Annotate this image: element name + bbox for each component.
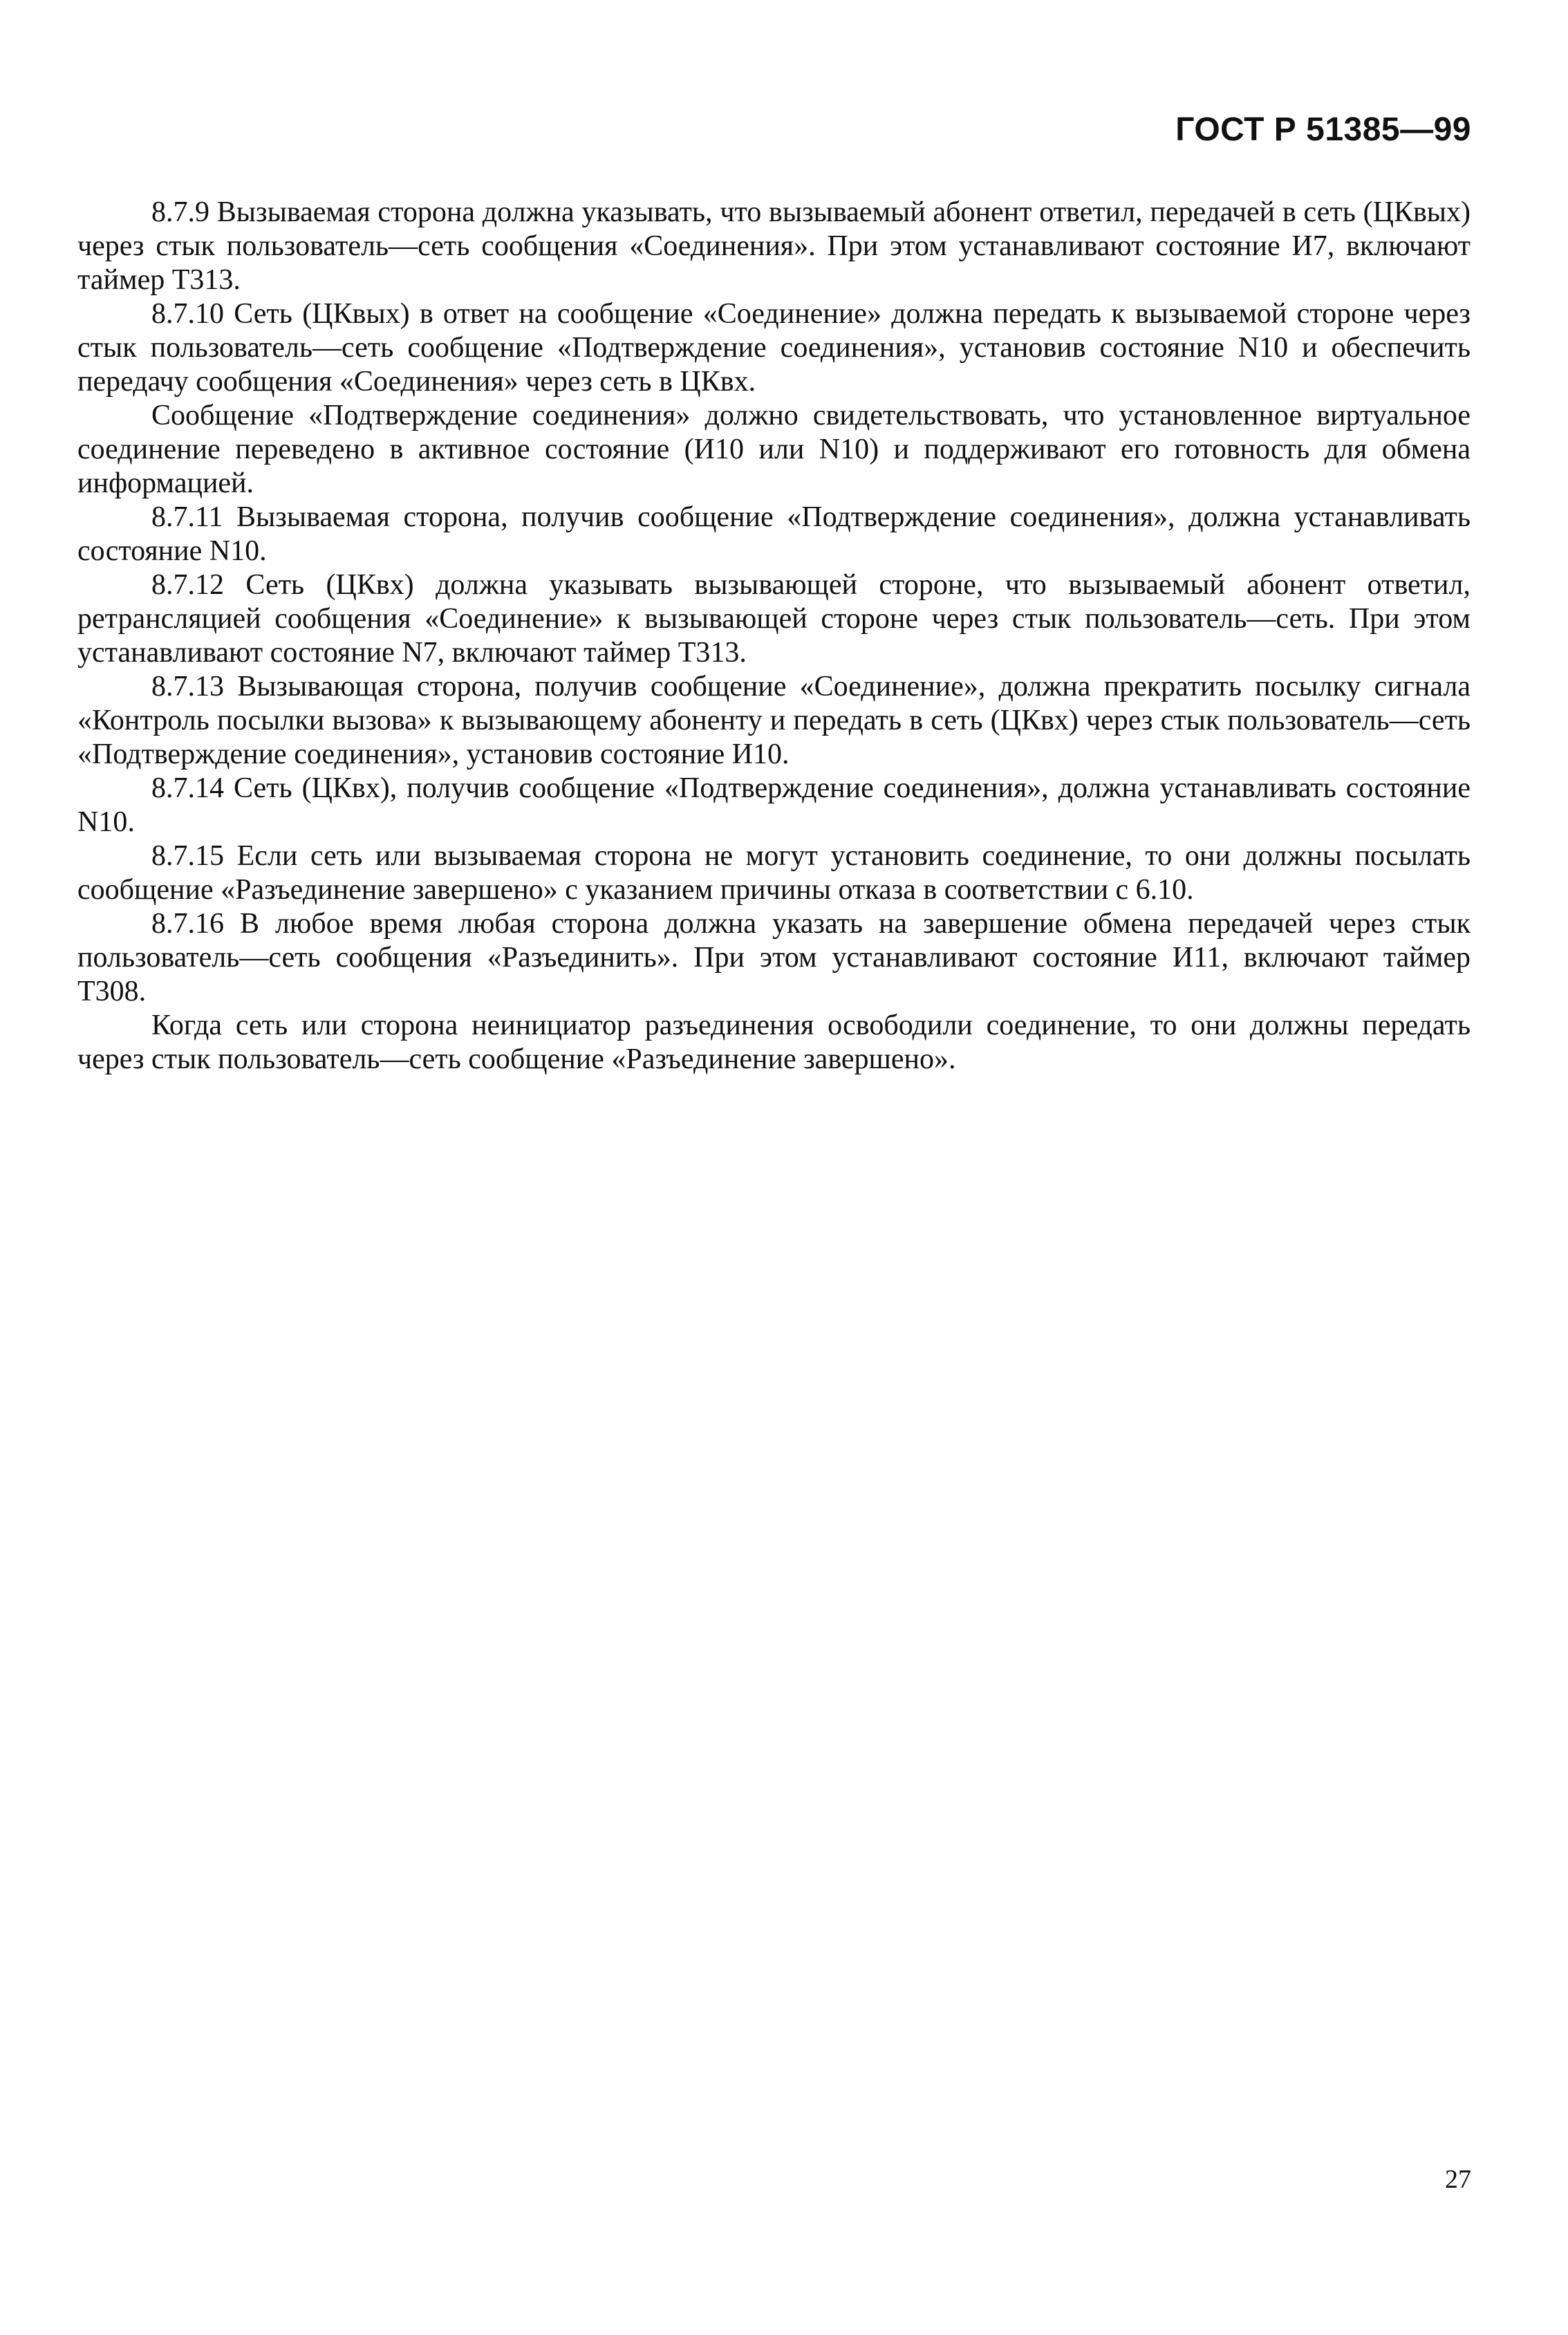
paragraph-8-7-15: 8.7.15 Если сеть или вызываемая сторона не могут установить соединение, то они должны посылать сообщение «Разъединение завершено» с указанием причины отказа в соответствии с 6.10.	[77, 840, 1471, 906]
document-code-header: ГОСТ Р 51385—99	[1175, 111, 1471, 148]
page-number: 27	[1445, 2165, 1471, 2194]
paragraph-8-7-12: 8.7.12 Сеть (ЦКвх) должна указывать вызывающей стороне, что вызываемый абонент ответил, ретрансляцией сообщения «Соединение» к вызывающей стороне через стык пользователь—сеть. При этом устанавливают состояние N7, включают таймер Т313.	[77, 569, 1471, 669]
paragraph-8-7-14: 8.7.14 Сеть (ЦКвх), получив сообщение «Подтверждение соединения», должна устанавливать состояние N10.	[77, 772, 1471, 838]
paragraph-8-7-10: 8.7.10 Сеть (ЦКвых) в ответ на сообщение «Соединение» должна передать к вызываемой стороне через стык пользователь—сеть сообщение «Подтверждение соединения», установив состояние N10 и обеспечить передачу сообщения «Соединения» через сеть в ЦКвх.	[77, 298, 1471, 398]
paragraph-8-7-16-continuation: Когда сеть или сторона неинициатор разъединения освободили соединение, то они должны передать через стык пользователь—сеть сообщение «Разъединение завершено».	[77, 1010, 1471, 1075]
body-text	[77, 196, 1471, 1077]
paragraph-8-7-11: 8.7.11 Вызываемая сторона, получив сообщение «Подтверждение соединения», должна устанавливать состояние N10.	[77, 501, 1471, 567]
paragraph-8-7-10-continuation: Сообщение «Подтверждение соединения» должно свидетельствовать, что установленное виртуальное соединение переведено в активное состояние (И10 или N10) и поддерживают его готовность для обмена информацией.	[77, 400, 1471, 499]
paragraph-8-7-9: 8.7.9 Вызываемая сторона должна указывать, что вызываемый абонент ответил, передачей в сеть (ЦКвых) через стык пользователь—сеть сообщения «Соединения». При этом устанавливают состояние И7, включают таймер Т313.	[77, 196, 1471, 296]
paragraph-8-7-16: 8.7.16 В любое время любая сторона должна указать на завершение обмена передачей через стык пользователь—сеть сообщения «Разъединить». При этом устанавливают состояние И11, включают таймер Т308.	[77, 908, 1471, 1007]
paragraph-8-7-13: 8.7.13 Вызывающая сторона, получив сообщение «Соединение», должна прекратить посылку сигнала «Контроль посылки вызова» к вызывающему абоненту и передать в сеть (ЦКвх) через стык пользователь—сеть «Подтверждение соединения», установив состояние И10.	[77, 671, 1471, 770]
